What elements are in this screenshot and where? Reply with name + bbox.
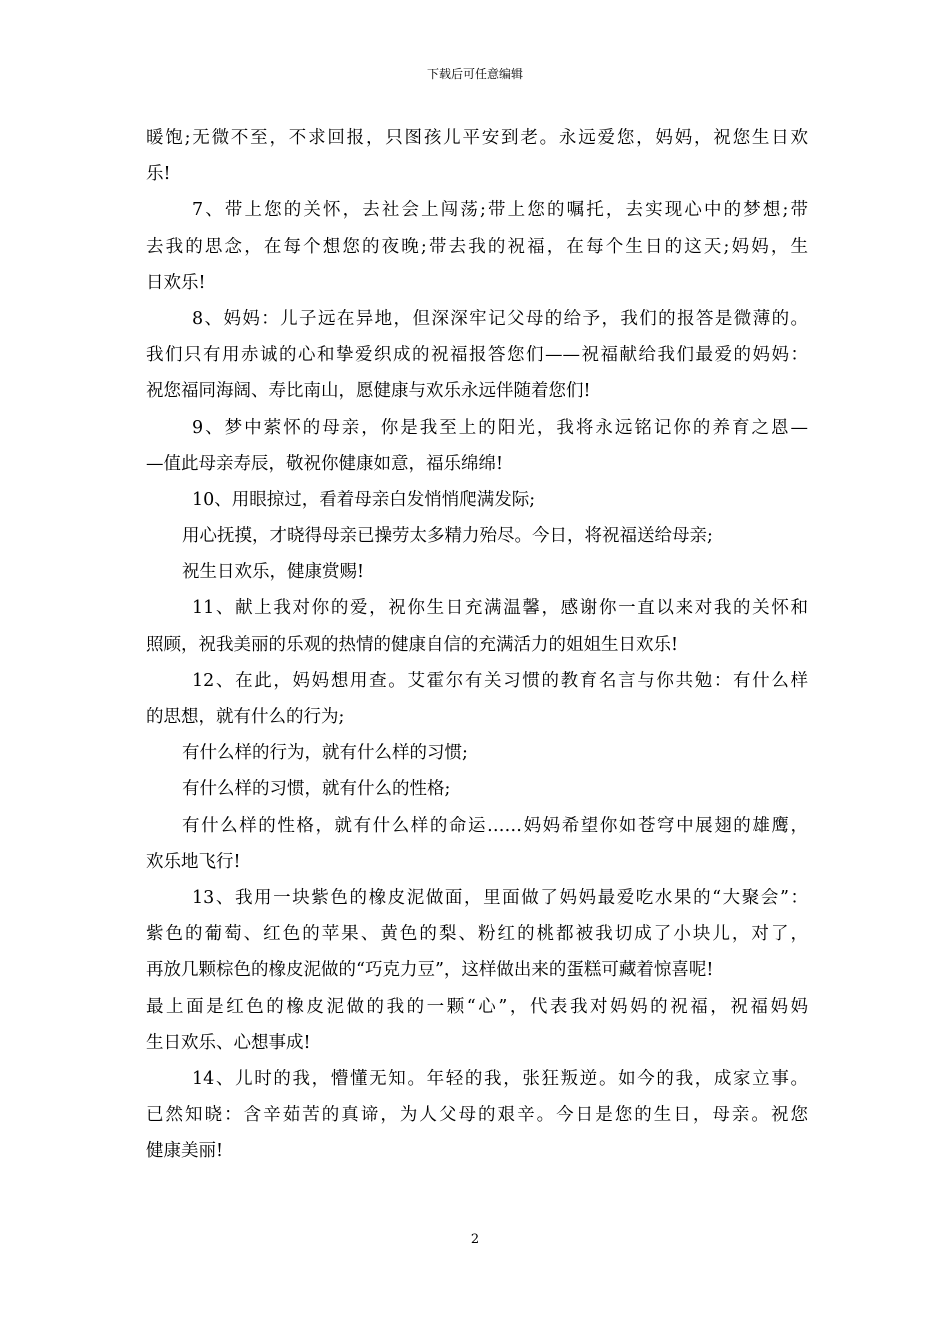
text-line: 乐! [146, 164, 171, 185]
text-line: 健康美丽! [146, 1141, 224, 1162]
text-line: 12、在此，妈妈想用查。艾霍尔有关习惯的教育名言与你共勉：有什么样 [192, 670, 808, 691]
text-line: 祝您福同海阔、寿比南山，愿健康与欢乐永远伴随着您们! [146, 381, 591, 402]
text-line: 已然知晓：含辛茹苦的真谛，为人父母的艰辛。今日是您的生日，母亲。祝您 [146, 1105, 808, 1126]
text-line: 日欢乐! [146, 272, 206, 293]
text-line: 暖饱;无微不至，不求回报，只图孩儿平安到老。永远爱您，妈妈，祝您生日欢 [146, 128, 808, 148]
text-line: 有什么样的性格，就有什么样的命运……妈妈希望你如苍穹中展翅的雄鹰， [182, 815, 808, 836]
text-line: 8、妈妈：儿子远在异地，但深深牢记父母的给予，我们的报答是微薄的。 [192, 308, 808, 329]
text-line: 7、带上您的关怀，去社会上闯荡;带上您的嘱托，去实现心中的梦想;带 [192, 200, 808, 221]
text-line: 最上面是红色的橡皮泥做的我的一颗“心”，代表我对妈妈的祝福，祝福妈妈 [146, 996, 808, 1017]
text-line: 有什么样的习惯，就有什么的性格; [182, 779, 451, 800]
text-line: 9、梦中萦怀的母亲，你是我至上的阳光，我将永远铭记你的养育之恩— [192, 417, 808, 438]
page-number: 2 [470, 1232, 480, 1247]
document-body [146, 120, 808, 1169]
text-line: 照顾，祝我美丽的乐观的热情的健康自信的充满活力的姐姐生日欢乐! [146, 634, 679, 655]
text-line: 欢乐地飞行! [146, 851, 241, 872]
text-line: 13、我用一块紫色的橡皮泥做面，里面做了妈妈最爱吃水果的“大聚会”： [192, 887, 808, 908]
text-line: 10、用眼掠过，看着母亲白发悄悄爬满发际; [192, 489, 536, 510]
text-line: 用心抚摸，才晓得母亲已操劳太多精力殆尽。今日，将祝福送给母亲; [182, 526, 713, 547]
text-line: 再放几颗棕色的橡皮泥做的“巧克力豆”，这样做出来的蛋糕可藏着惊喜呢! [146, 960, 714, 981]
text-line: 祝生日欢乐，健康赏赐! [182, 562, 365, 583]
text-line: 14、儿时的我，懵懂无知。年轻的我，张狂叛逆。如今的我，成家立事。 [192, 1068, 808, 1089]
text-line: 生日欢乐、心想事成! [146, 1032, 311, 1053]
page-header: 下载后可任意编辑 [426, 67, 523, 81]
text-line: 我们只有用赤诚的心和挚爱织成的祝福报答您们——祝福献给我们最爱的妈妈： [146, 345, 808, 366]
text-line: 紫色的葡萄、红色的苹果、黄色的梨、粉红的桃都被我切成了小块儿，对了， [146, 924, 808, 945]
text-line: 的思想，就有什么的行为; [146, 707, 345, 727]
text-line: —值此母亲寿辰，敬祝你健康如意，福乐绵绵! [146, 453, 504, 474]
text-line: 有什么样的行为，就有什么样的习惯; [182, 743, 468, 764]
text-line: 11、献上我对你的爱，祝你生日充满温馨，感谢你一直以来对我的关怀和 [192, 598, 808, 619]
text-line: 去我的思念，在每个想您的夜晚;带去我的祝福，在每个生日的这天;妈妈，生 [146, 236, 808, 257]
